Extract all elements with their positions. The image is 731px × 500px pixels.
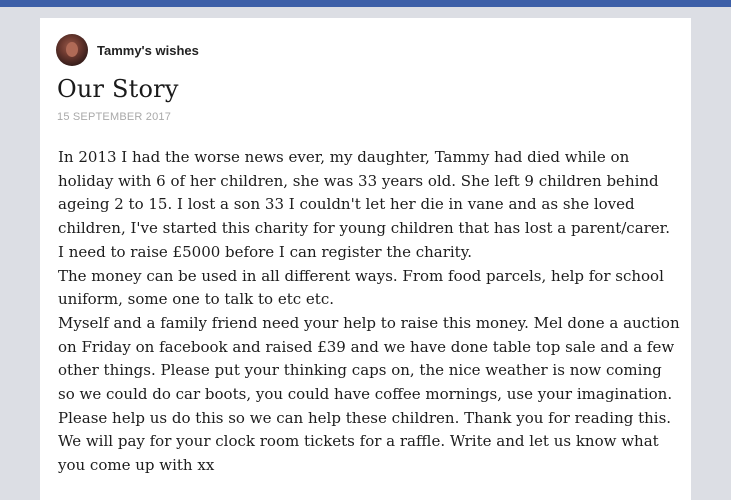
- page-title: Our Story: [57, 75, 179, 103]
- avatar[interactable]: [56, 34, 88, 66]
- story-paragraph: Please help us do this so we can help these children. Thank you for reading this. We will pay for your clock room tickets for a raffle. Write and let us know what you come up with xx: [58, 408, 672, 475]
- story-paragraph: I need to raise £5000 before I can register the charity.: [58, 242, 472, 261]
- top-accent-bar: [0, 0, 731, 7]
- author-name[interactable]: Tammy's wishes: [97, 42, 199, 58]
- story-card: [40, 18, 691, 500]
- story-paragraph: In 2013 I had the worse news ever, my daughter, Tammy had died while on holiday with 6 of her children, she was 33 years old. She left 9 children behind ageing 2 to 15. I lost a son 33 I couldn't let her die in vane and as she loved children, I've started this charity for young children that has lost a parent/carer.: [58, 148, 670, 238]
- author-row[interactable]: [56, 34, 199, 66]
- post-date: 15 SEPTEMBER 2017: [57, 111, 172, 123]
- story-body: [58, 146, 680, 478]
- story-paragraph: Myself and a family friend need your help to raise this money. Mel done a auction on Friday on facebook and raised £39 and we have done table top sale and a few other things. Please put your thinking caps on, the nice weather is now coming so we could do car boots, you could have coffee mornings, use your imagination.: [58, 313, 680, 404]
- story-paragraph: The money can be used in all different ways. From food parcels, help for school uniform, some one to talk to etc etc.: [58, 266, 664, 309]
- avatar-face: [66, 42, 78, 57]
